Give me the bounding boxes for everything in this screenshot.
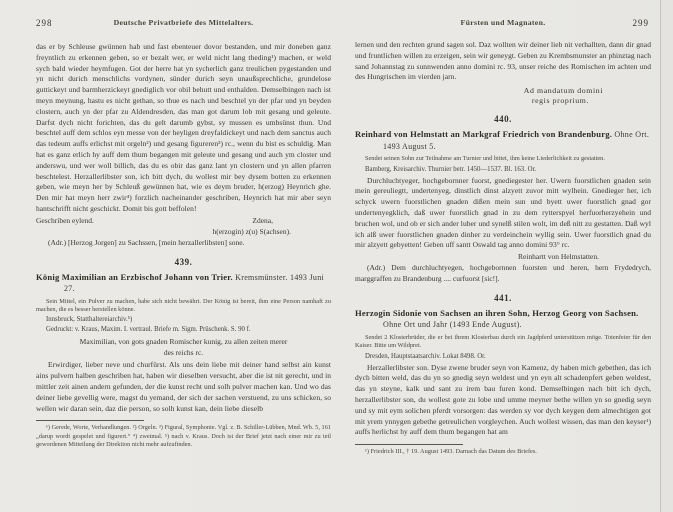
mandatum-line2: regis proprium.: [531, 96, 589, 106]
letter-439-title: [36, 272, 331, 295]
letter-440-signature: Reinhartt von Helmstatten.: [517, 252, 599, 262]
letter-441-title-bold: Herzogin Sidonie von Sachsen an ihren Sohn, Herzog Georg von Sachsen.: [355, 307, 639, 318]
right-footnote-rule: [355, 444, 463, 445]
letter-439-summary: Sein Mittel, ein Pulver zu machen, habe sich nicht bewährt. Der König ist bereit, ihm eine Person namhaft zu machen, die es besser herstellen könne.: [36, 297, 331, 313]
letter-439-number: 439.: [174, 256, 193, 267]
letter-439-printed-note: Gedruckt: v. Kraus, Maxim. I. vertraul. Briefe m. Sigm. Prüschenk. S. 90 f.: [46, 326, 251, 334]
letter-439-continuation-text: lernen und den rechten grund sagen sol. Daz wollten wir deiner lieb nit verhallten, dann dir gnad und fruntlichen willen zu erzeigen, sein wir geneygt. Geben zu Krembsmunster an phinztag nach sand Johannstag zu sunnwenden anno domini rc. 93, unser reiche des Romischen im achten und des Hungrischen im vierden jarn.: [355, 40, 651, 82]
letter-439-archive: Innsbruck, Statthaltereiarchiv.⁵): [46, 316, 133, 324]
letter-439-salutation-line2: des reichs rc.: [163, 347, 204, 357]
letter-438-signature-title: h(erzogin) z(u) S(achsen).: [212, 226, 291, 236]
letter-440-title-plain: Ohne Ort. 1493 August 5.: [383, 130, 650, 151]
letter-440-archive: Bamberg, Kreisarchiv. Thurnier betr. 1450—1537. Bl. 163. Or.: [365, 165, 537, 173]
letter-438-signature-name: Zdena,: [252, 215, 273, 225]
left-page-number: 298: [36, 18, 53, 28]
right-page-header: [355, 18, 651, 31]
letter-440-address: (Adr.) Dem durchluchtyegen, hochgebornnen fuorsten und heren, hern Frydedrych, marggraffen zu Brandenburg .... curfuorst [sic!].: [355, 263, 651, 283]
letter-439-salutation-line1: Maximilian, von gots gnaden Romischer kunig, zu allen zeiten merer: [79, 337, 288, 347]
left-running-title: Deutsche Privatbriefe des Mittelalters.: [113, 18, 254, 27]
right-page-number: 299: [632, 18, 649, 28]
right-running-title: Fürsten und Magnaten.: [460, 18, 546, 27]
right-page: [341, 0, 663, 512]
letter-438-continuation-text: das er by Schleuse gwünnen hab und fast ebenteuer dovor bestanden, und mir doneben ganz freyntlich zu erkennen geben, so er bezalt wer, er weld nicht lang theding¹) machen, er weld sych bald wieder heymfugen. Got der herre hat yn sycherlich ganz treulichen pygestanden und yn nicht durich menschlichs vordynen, sünder durich seyn unaußsprechliche, grundelose guttickeyt und barmherzickeyt gnediglich vor obil behutt und enthalden. Demselbingen nach ist meyn meynung, hastu es nicht gethan, so thue es nach und beschtel yn der pfar und yn beyden clostern, auch yn der pfar zu Aldendresden, das man got darum lob mit gesang und geleute. Darfst dych nicht forichten, das du gelt darumb gybst, sy mussen es umbsünst thun. Und beschtel auff dem schlos eyn messe von der heyligen dreyfaldickeyt und nach dem sanctus auch das tedeum auffs erlichst mit orgeln²) und gesang figureren³) rc., wenn du bist es schuldig. Man hat es ganz erlich hy auff dem thum begangen mit geleute und gesang und auch ym closter und anderswu, und wer woll billich, das du es obir das ganz lant yn clostern und yn allen pfarren beschtelest. Herzallerlibster son, ich bitt dych, du wollest mir bey dysem botten zu erkennen geben, wie meyn her by Schleuß gewünnen hat, wie es deym bruder, h(erzog) Heynrich ghe. Den mir hat meyn herr zwir⁴) forzlich nacheinander geschriben, Heynrich hat mir aber seyn hantschrifft nicht geschickt. Domit bis gott beffolen!: [36, 42, 331, 213]
left-page-header: [36, 18, 331, 31]
left-footnote-rule: [36, 420, 144, 421]
letter-440-number: 440.: [494, 114, 512, 125]
letter-441-title-plain: Ohne Ort und Jahr (1493 Ende August).: [383, 320, 522, 330]
letter-441-number: 441.: [494, 292, 512, 303]
mandatum-note: [355, 86, 651, 106]
letter-439-title-plain: Kremsmünster. 1493 Juni 27.: [64, 272, 325, 294]
letter-441-summary: Sendet 2 Klosterbrüder, die er bei ihrem Klosterbau durch ein Jagdpferd unterstützen möge. Totenfeier für den Kaiser. Bitte um Wildpret.: [355, 333, 651, 350]
mandatum-line1: Ad mandatum domini: [523, 86, 603, 96]
letter-438-signature-title-row: [36, 226, 331, 237]
page-edge-strip: [660, 0, 673, 512]
letter-439-salutation: [36, 337, 331, 358]
letter-441-archive: Dresden, Hauptstaatsarchiv. Lokat 8498. Or.: [365, 352, 486, 360]
letter-438-address: (Adr.) [Herzog Jorgen] zu Sachssen, [mein herzallerlibsten] sone.: [48, 237, 245, 247]
letter-439-title-bold: König Maximilian an Erzbischof Johann von Trier.: [36, 271, 233, 282]
letter-441-title: [355, 308, 651, 331]
letter-440-title-bold: Reinhard von Helmstatt an Markgraf Friedrich von Brandenburg.: [355, 129, 613, 140]
letter-439-body: Erwirdiger, lieber neve und churfürst. Als uns dein liebe mit deiner hand selbst ain kunst ains pulvern halben geschriben hat, haben wir dieselben versucht, aber die ist nit gerecht, und in mittler zeit ainen andern gefunden, der die kunst recht und solh pulver machen kan. Und wo das deiner liebe gevellig were, magst du yemand, der sich der sachen verstuend, zu uns schicken, so wellen wir daran sein, daz die person, so solh kunst kan, dein liebe dieselb: [36, 360, 331, 413]
letter-440-body: Durchluchtyeger, hochgebornner fuorst, gnediegester her. Uwern fuorstlichen gnaden sein mein gereuliegtt, undertenyeg, dinstlich dinst alzyett zuvor mitt wylhein. Gnedieger her, ich schyck uwern fuorstlichen gnaden dißen mein sun und byett uwer fuorstlich gnad gor undertenyegklich, daß uwer fuorstlich gnad in zu dem rytterspyel herfuorherzyehein und bruchen wol, und ob er sich ander luber und synelß stilen wolt, im deß nitt zu gestatten. Daß wyl ich alß uwer fuorstlichen gnaden dinher zu verdeinchein wyllig sein. Uwer fuorstlich gnad du mir alzyett gebyetten! Geben uff santt Oswald tag anno domini 93° rc.: [355, 175, 651, 250]
letter-440-summary: Sendet seinen Sohn zur Teilnahme am Turnier und bittet, ihm keine Liederlichkeit zu gestatten.: [365, 155, 605, 163]
letter-440-title: [355, 129, 651, 152]
letter-438-closing-row: [36, 215, 331, 226]
letter-441-body: Herzallerlibster son. Dyse zwene bruder seyn von Kamenz, dy haben mich gebethen, das ich dych bitten weld, das du yn so gnedig seyn weldest und yn eyn alt schadenpfert geben weldest, das yn steyne, kalk und sant zu irem bau furen kond. Demselbingen nach bitt ich dych, herzallerlibster son, du wollest gote zu lobe und umme meyner bethe willen yn so gnedig seyn und sy mit eym solichen pferdt vorsorgen: das werden sy vor dych keygen dem almechtigen got mit yrem ynnygen gebethe getreulichen vorgleychen. Auch wollest wissen, das man den keyser¹) auffs herlichst hy auff dem thum begangen hat am: [355, 362, 651, 437]
right-footnote: ¹) Friedrich III., † 19. August 1493. Darnach das Datum des Briefes.: [365, 448, 537, 456]
letter-438-closing: Geschriben eylend.: [36, 215, 94, 225]
left-footnotes: ¹) Gerede, Worte, Verhandlungen. ²) Orgeln. ³) Figural, Symphonie. Vgl. z. B. Schiller-Lübben, Mnd. Wb. 5, 161 „darup wordt gespelet und figurert.“ ⁴) zweimal. ⁵) nach v. Kraus. Doch ist der Brief jetzt nach einer mir zu teil gewordenen Mitteilung der Direktion nicht mehr aufzufinden.: [36, 424, 331, 448]
